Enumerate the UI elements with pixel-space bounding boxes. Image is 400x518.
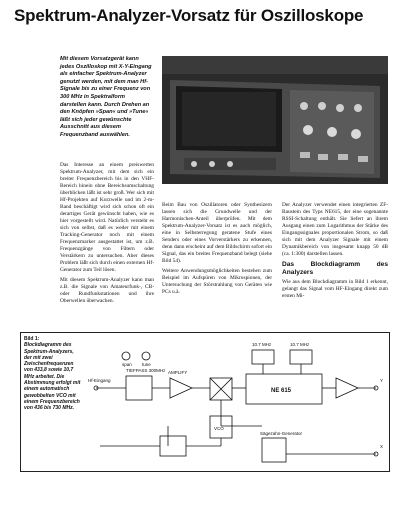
text-column-1 [60, 162, 154, 308]
output-x-label: X [380, 444, 384, 449]
paragraph: Mit diesem Spektrum-Analyzer kann man z.B. die Signale von Amateurfunk-, CB- oder Rundfunkstationen und ihre Oberwellen überwachen. [60, 277, 154, 304]
caption-title: Bild 1: [24, 336, 40, 342]
text-column-3 [282, 202, 388, 303]
figure-caption [24, 336, 82, 412]
paragraph: Das Interesse an einem preiswerten Spektrum-Analyzer, mit dem sich ein breiter Frequenzbereich bis in den VHF-Bereich hinein ohne Bereichsumschaltung überblicken läßt ist sehr groß. Wer sich mit Hf-Projekten auf Kurzwelle und im 2-m-Band beschäftigt wird sich schon oft ein derartiges Gerät gewünscht haben, wie es hier vorgestellt wird. Natürlich versteht es sich von selbst, daß es weder mit einem Tracking-Generator noch mit einem Frequenzmarker ausgestattet ist, um z.B. Frequenzgänge von Filtern oder Verstärkern zu untersuchen. Aber dieses Problem läßt sich durch einen externen Hf-Generator zum Teil lösen. [60, 162, 154, 273]
text-column-2 [162, 202, 272, 299]
sawtooth-label: Sägezahn-Generator [260, 431, 303, 436]
paragraph: Weitere Anwendungsmöglichkeiten bestehen zum Beispiel im Aufspüren von Mikrospionen, der Untersuchung der Störstrahlung von Geräten wie PCs u.ä. [162, 268, 272, 295]
section-heading: Das Blockdiagramm des Analyzers [282, 261, 388, 276]
article-lead: Mit diesem Vorsatzgerät kann jedes Oszilloskop mit X-Y-Eingang als einfacher Spektrum-Analyzer genutzt werden, mit dem man Hf-Signale bis zu einer Frequenz von 300 MHz in Spektralform darstellen kann. Durch Drehen an den Knöpfen »Span« und »Tune« läßt sich jeder gewünschte Ausschnitt aus diesem Frequenzband auswählen. [60, 56, 152, 138]
amplifier-label: AMPLIFY [168, 370, 188, 375]
paragraph: Wie aus dem Blockdiagramm in Bild 1 erkennt, gelangt das Signal vom HF-Eingang direkt zum ersten Mi- [282, 279, 388, 300]
output-y-label: Y [380, 378, 384, 383]
tune-label: tune [142, 362, 151, 367]
vco-label: VCO [214, 426, 224, 431]
span-label: span [122, 362, 132, 367]
paragraph: Der Analyzer verwendet einen integrierten ZF-Baustein des Typs NE615, der eine sogenannte RSSI-Schaltung enthält. Sie liefert an ihrem Ausgang einen zum Logarithmus der Stärke des Eingangssignales proportionalen Strom, so daß sich mit dem Analyzer Signale mit einem Dynamikbereich von insgesamt knapp 50 dB (ca. 1:300) darstellen lassen. [282, 202, 388, 257]
device-photo [162, 56, 388, 184]
filter-1-label: 10.7 MHz [252, 342, 272, 347]
lowpass-label: TIEFPASS 300MHz [126, 368, 166, 373]
paragraph: Beim Bau von Oszillatoren oder Synthesizern lassen sich die Grundwelle und der Harmonischen-Anteil überprüfen. Mit dem Spektrum-Analyzer-Vorsatz ist es auch möglich, eine in Selbsterregung geratene Stufe eines Senders oder eines Vorverstärkers zu erkennen, denn dann erscheint auf dem Bildschirm sofort ein Signal, das ein breites Frequenzband belegt (siehe Bild 54). [162, 202, 272, 264]
block-diagram [86, 334, 388, 470]
filter-2-label: 10.7 MHz [290, 342, 310, 347]
ic-label: NE 615 [271, 388, 292, 394]
input-label: Hf-Eingang [88, 378, 111, 383]
article-title: Spektrum-Analyzer-Vorsatz für Oszilloskope [14, 6, 364, 25]
caption-text: Blockdiagramm des Spektrum-Analyzers, der mit zwei Zwischenfrequenzen von 433,8 sowie 10,7 MHz arbeitet. Die Abstimmung erfolgt mit einem automatisch gewobbelten VCO mit einem Frequenzbereich von 436 bis 730 MHz. [24, 342, 81, 412]
